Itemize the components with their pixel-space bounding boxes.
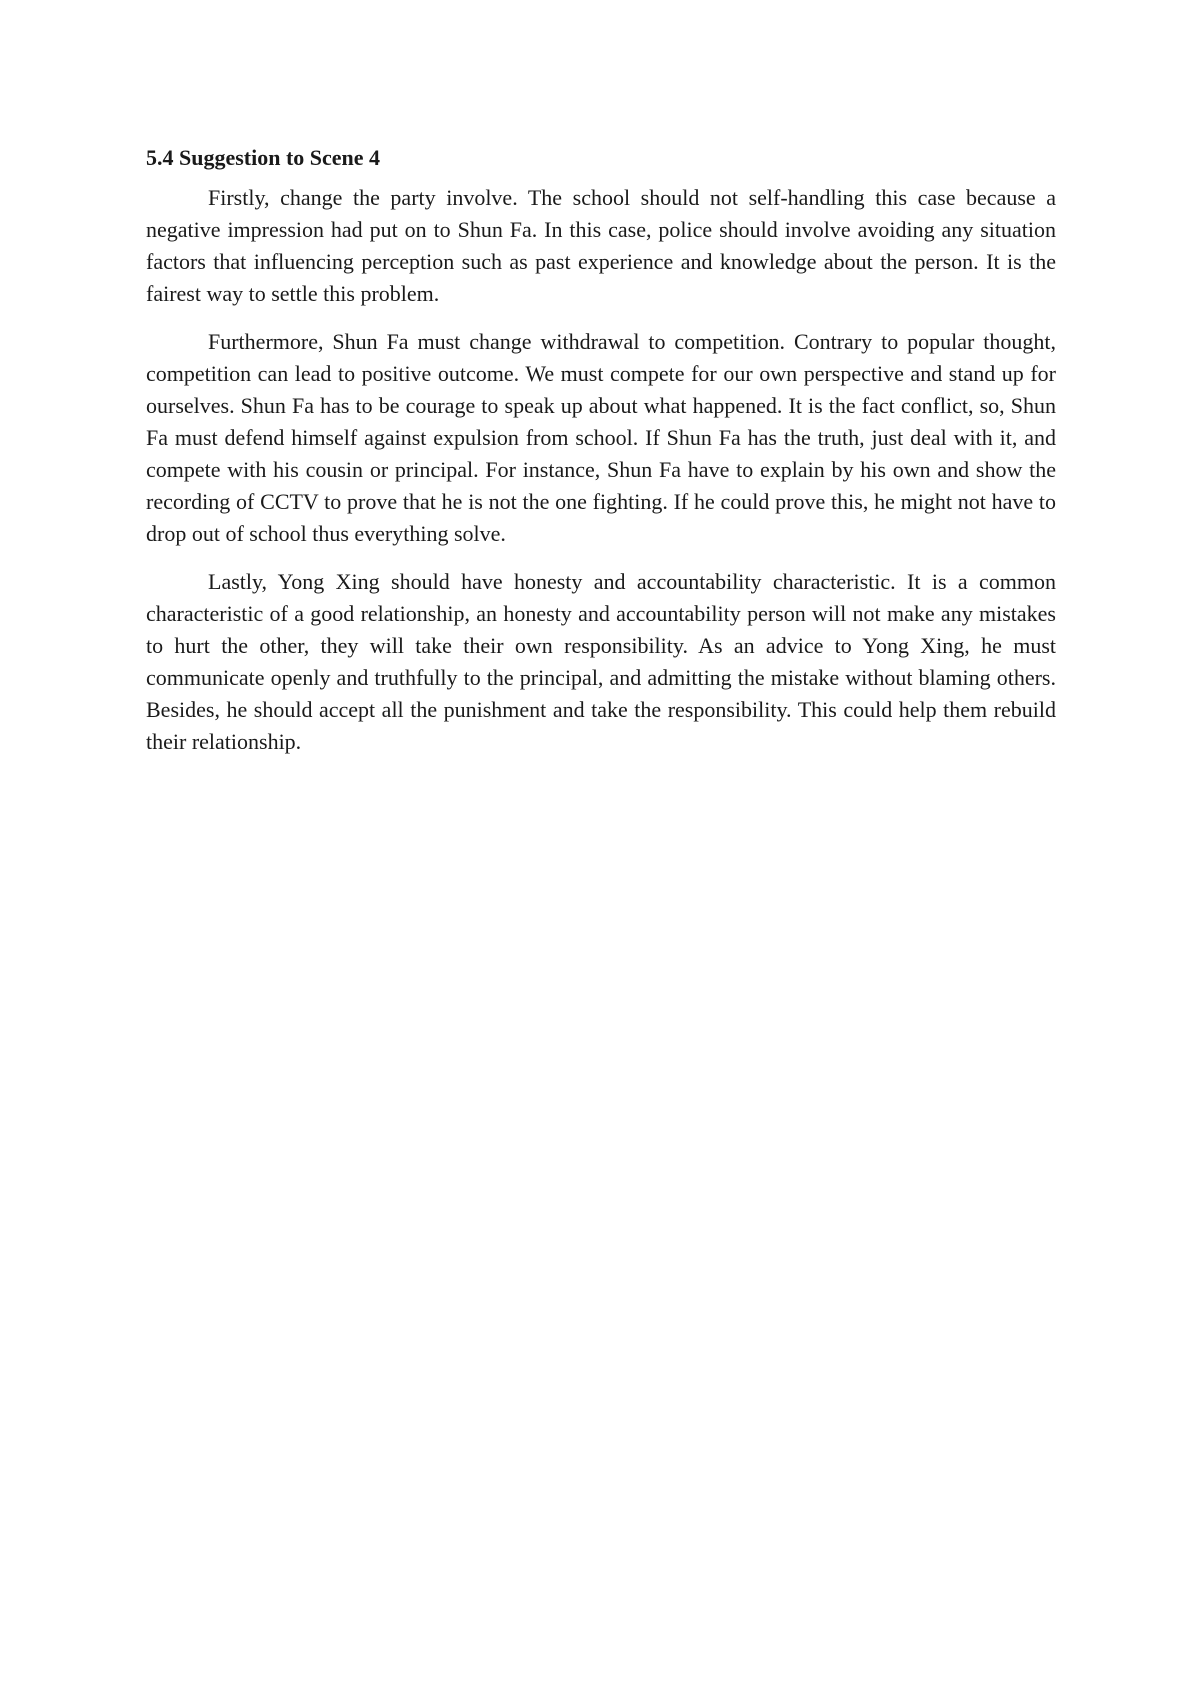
paragraph-1: Firstly, change the party involve. The school should not self-handling this case because a negative impression had put on to Shun Fa. In this case, police should involve avoiding any situation factors that influencing perception such as past experience and knowledge about the person. It is the fairest way to settle this problem. bbox=[146, 185, 1056, 306]
paragraph-3: Lastly, Yong Xing should have honesty and accountability characteristic. It is a common characteristic of a good relationship, an honesty and accountability person will not make any mistakes to hurt the other, they will take their own responsibility. As an advice to Yong Xing, he must communicate openly and truthfully to the principal, and admitting the mistake without blaming others. Besides, he should accept all the punishment and take the responsibility. This could help them rebuild their relationship. bbox=[146, 569, 1056, 754]
section-heading: 5.4 Suggestion to Scene 4 bbox=[146, 145, 381, 170]
page-content bbox=[146, 142, 1056, 774]
paragraph-2: Furthermore, Shun Fa must change withdrawal to competition. Contrary to popular thought, competition can lead to positive outcome. We must compete for our own perspective and stand up for ourselves. Shun Fa has to be courage to speak up about what happened. It is the fact conflict, so, Shun Fa must defend himself against expulsion from school. If Shun Fa has the truth, just deal with it, and compete with his cousin or principal. For instance, Shun Fa have to explain by his own and show the recording of CCTV to prove that he is not the one fighting. If he could prove this, he might not have to drop out of school thus everything solve. bbox=[146, 329, 1056, 546]
